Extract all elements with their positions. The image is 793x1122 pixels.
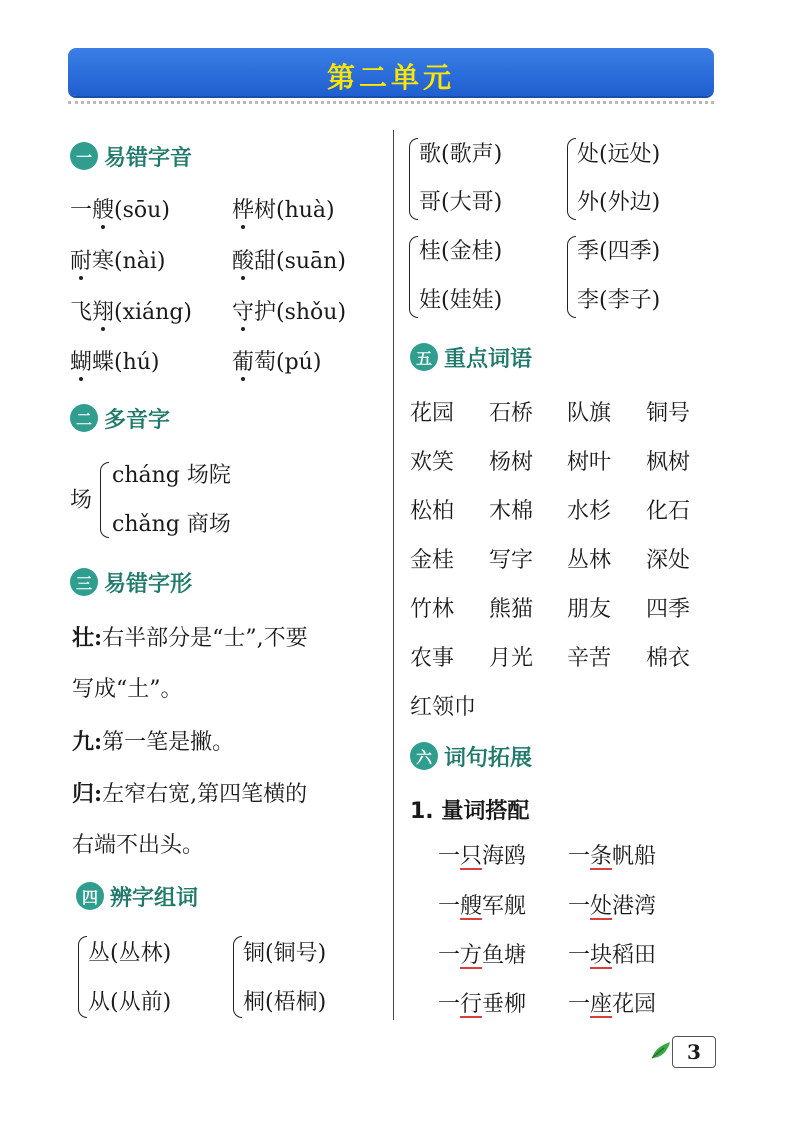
char-pair-item: 歌(歌声) <box>419 142 503 167</box>
key-word: 枫树 <box>646 450 691 475</box>
section-badge: 六 <box>410 742 438 770</box>
key-word: 朋友 <box>567 597 612 622</box>
key-word: 化石 <box>646 499 691 524</box>
pron-item: 葡萄(pú) <box>232 350 322 375</box>
brace <box>100 462 109 538</box>
shape-note: 写成“土”。 <box>72 677 183 702</box>
section-title: 多音字 <box>104 407 171 433</box>
key-word: 写字 <box>489 548 534 573</box>
key-word: 金桂 <box>410 548 455 573</box>
char-pair-item: 哥(大哥) <box>419 190 503 215</box>
key-word: 松柏 <box>410 499 455 524</box>
measure-subtitle: 1. 量词搭配 <box>410 799 530 824</box>
pron-item: 守护(shǒu) <box>232 300 347 325</box>
section-badge: 一 <box>70 142 98 170</box>
key-word: 杨树 <box>489 450 534 475</box>
key-word: 石桥 <box>489 401 534 426</box>
page-number: 3 <box>672 1036 716 1068</box>
key-word: 农事 <box>410 646 455 671</box>
key-word: 木棉 <box>489 499 534 524</box>
section-title: 辨字组词 <box>110 885 199 911</box>
char-pair-item: 娃(娃娃) <box>419 288 503 313</box>
measure-item: 一行垂柳 <box>438 992 527 1017</box>
section-badge: 五 <box>410 343 438 371</box>
unit-title: 第二单元 <box>326 61 455 94</box>
section-title: 易错字音 <box>104 145 193 171</box>
section-title: 重点词语 <box>444 346 533 372</box>
polyphone-reading-1: cháng 场院 <box>112 463 231 488</box>
measure-item: 一方鱼塘 <box>438 943 527 968</box>
shape-note: 归:左窄右宽,第四笔横的 <box>72 781 308 807</box>
key-word: 铜号 <box>646 401 691 426</box>
key-word: 红领巾 <box>410 695 477 720</box>
brace <box>233 936 242 1018</box>
char-pair-item: 季(四季) <box>577 239 661 264</box>
key-word: 队旗 <box>567 401 612 426</box>
key-word: 四季 <box>646 597 691 622</box>
shape-note: 九:第一笔是撇。 <box>72 729 235 755</box>
key-word: 花园 <box>410 401 455 426</box>
key-word: 深处 <box>646 548 691 573</box>
pron-item: 桦树(huà) <box>232 198 335 223</box>
measure-item: 一条帆船 <box>568 844 657 869</box>
pron-item: 耐寒(nài) <box>70 249 166 274</box>
pron-item: 一艘(sōu) <box>70 198 170 223</box>
char-pair-item: 桂(金桂) <box>419 239 503 264</box>
key-word: 水杉 <box>567 499 612 524</box>
pron-item: 酸甜(suān) <box>232 249 346 274</box>
key-word: 树叶 <box>567 450 612 475</box>
dotted-divider <box>68 101 714 104</box>
pron-item: 飞翔(xiáng) <box>70 300 193 325</box>
measure-item: 一艘军舰 <box>438 894 527 919</box>
char-pair-item: 李(李子) <box>577 288 661 313</box>
key-word: 熊猫 <box>489 597 534 622</box>
section-title: 易错字形 <box>104 571 193 597</box>
section-2-heading <box>70 402 170 434</box>
section-badge: 二 <box>70 404 98 432</box>
brace <box>567 236 576 318</box>
section-3-heading <box>70 566 192 598</box>
unit-banner <box>68 48 714 96</box>
key-word: 辛苦 <box>567 646 612 671</box>
char-pair-item: 丛(丛林) <box>88 941 172 966</box>
section-title: 词句拓展 <box>444 745 533 771</box>
section-5-heading <box>410 341 532 373</box>
section-4-heading <box>76 880 198 912</box>
char-pair-item: 外(外边) <box>577 190 661 215</box>
char-pair-item: 桐(梧桐) <box>243 990 327 1015</box>
section-1-heading <box>70 140 192 172</box>
measure-item: 一座花园 <box>568 992 657 1017</box>
shape-note: 壮:右半部分是“士”,不要 <box>72 625 308 651</box>
section-6-heading <box>410 740 532 772</box>
key-word: 月光 <box>489 646 534 671</box>
key-word: 棉衣 <box>646 646 691 671</box>
char-pair-item: 处(远处) <box>577 142 661 167</box>
polyphone-reading-2: chǎng 商场 <box>112 512 231 537</box>
section-badge: 四 <box>76 882 104 910</box>
brace <box>567 138 576 220</box>
brace <box>409 236 418 318</box>
key-word: 欢笑 <box>410 450 455 475</box>
char-pair-item: 从(从前) <box>88 990 172 1015</box>
key-word: 竹林 <box>410 597 455 622</box>
polyphone-char: 场 <box>70 488 93 513</box>
pron-item: 蝴蝶(hú) <box>70 350 160 375</box>
leaf-icon <box>650 1040 672 1062</box>
measure-item: 一块稻田 <box>568 943 657 968</box>
brace <box>78 936 87 1018</box>
measure-item: 一处港湾 <box>568 894 657 919</box>
shape-note: 右端不出头。 <box>72 833 205 858</box>
brace <box>409 138 418 220</box>
char-pair-item: 铜(铜号) <box>243 941 327 966</box>
key-word: 丛林 <box>567 548 612 573</box>
measure-item: 一只海鸥 <box>438 844 527 869</box>
section-badge: 三 <box>70 568 98 596</box>
column-divider <box>393 130 394 1020</box>
